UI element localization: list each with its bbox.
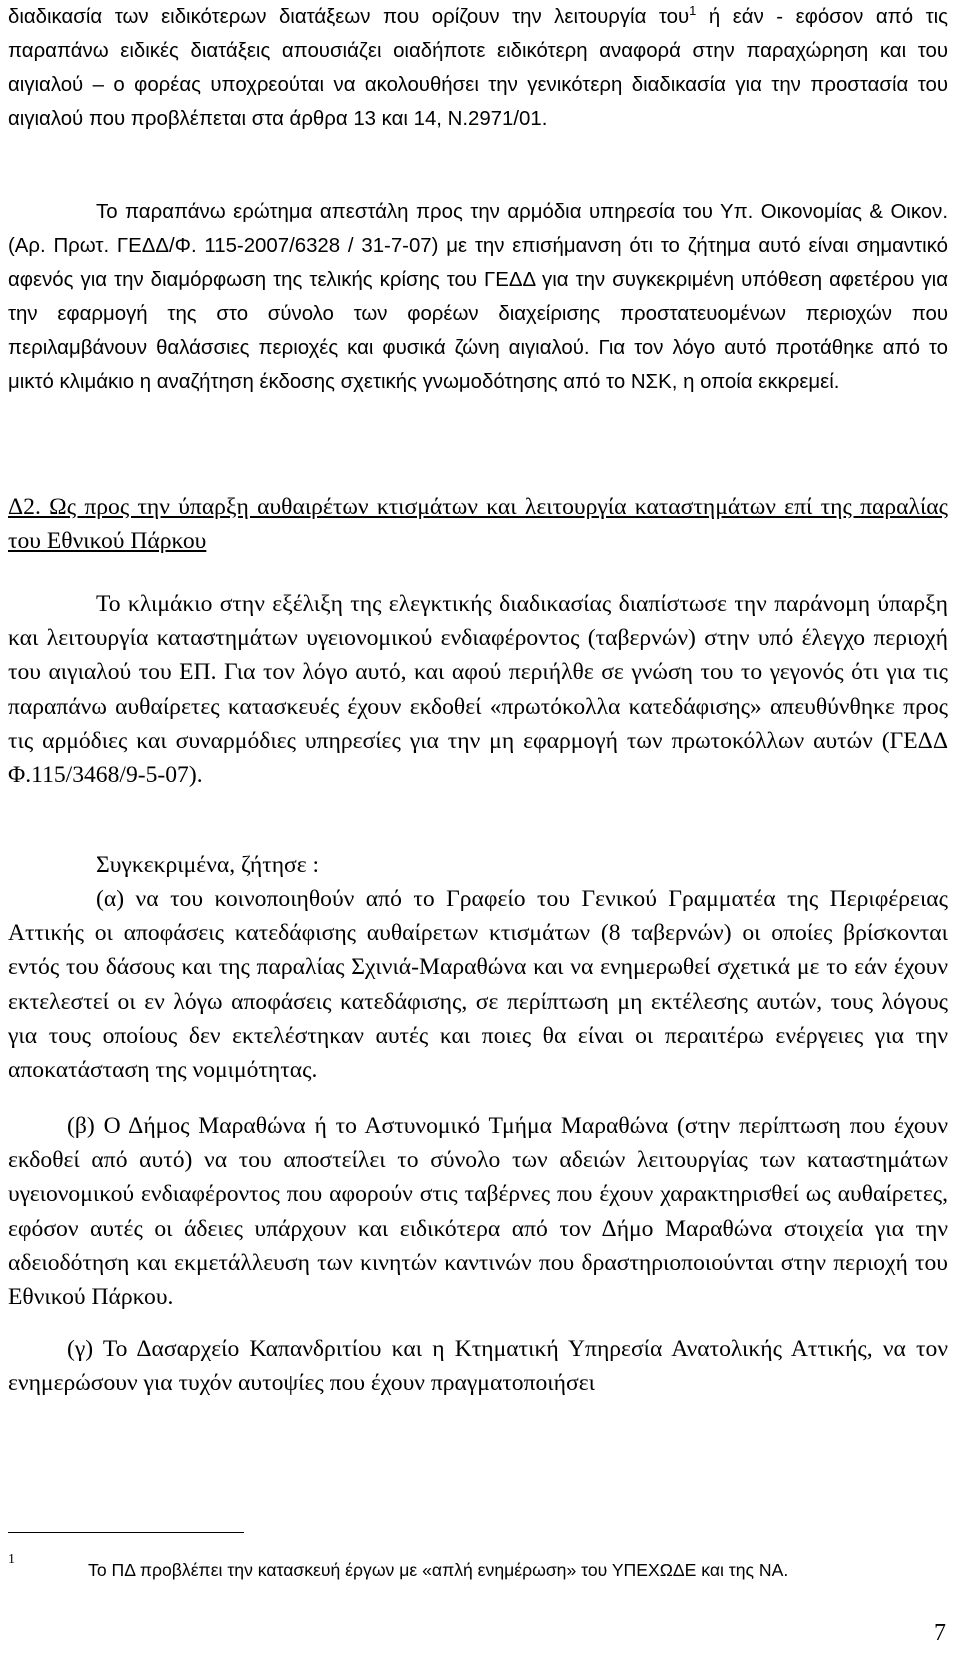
paragraph-text: διαδικασία των ειδικότερων διατάξεων που ορίζουν την λειτουργία του [8, 6, 690, 28]
footnote-text: Το ΠΔ προβλέπει την κατασκευή έργων με «απλή ενημέρωση» του ΥΠΕΧΩΔΕ και της ΝΑ. [88, 1560, 789, 1580]
paragraph-item-c: (γ) Το Δασαρχείο Καπανδριτίου και η Κτηματική Υπηρεσία Ανατολικής Αττικής, να τον ενημερώσουν για τυχόν αυτοψίες που έχουν πραγματοποιήσει [8, 1336, 948, 1397]
paragraph-continuation [8, 0, 948, 136]
paragraph-inquiry: Το παραπάνω ερώτημα απεστάλη προς την αρμόδια υπηρεσία του Υπ. Οικονομίας & Οικον. (Αρ. Πρωτ. ΓΕΔΔ/Φ. 115-2007/6328 / 31-7-07) με την επισήμανση ότι το ζήτημα αυτό είναι σημαντικό αφενός για την διαμόρφωση της τελικής κρίσης του ΓΕΔΔ για την συγκεκριμένη υπόθεση αφετέρου για την εφαρμογή της στο σύνολο των φορέων διαχείρισης προστατευομένων περιοχών που περιλαμβάνουν θαλάσσιες περιοχές και φυσικά ζώνη αιγιαλού. Για τον λόγο αυτό προτάθηκε από το μικτό κλιμάκιο η αναζήτηση έκδοσης σχετικής γνωμοδότησης από το ΝΣΚ, η οποία εκκρεμεί. [8, 201, 948, 393]
paragraph-findings: Το κλιμάκιο στην εξέλιξη της ελεγκτικής διαδικασίας διαπίστωσε την παράνομη ύπαρξη και λειτουργία καταστημάτων υγειονομικού ενδιαφέροντος (ταβερνών) στην υπό έλεγχο περιοχή του αιγιαλού του ΕΠ. Για τον λόγο αυτό, και αφού περιήλθε σε γνώση του το γεγονός ότι για τις παραπάνω αυθαίρετες κατασκευές έχουν εκδοθεί «πρωτόκολλα κατεδάφισης» απευθύνθηκε προς τις αρμόδιες και συναρμόδιες υπηρεσίες για την μη εφαρμογή των πρωτοκόλλων αυτών (ΓΕΔΔ Φ.115/3468/9-5-07). [8, 591, 948, 789]
section-heading-d2: Δ2. Ως προς την ύπαρξη αυθαιρέτων κτισμάτων και λειτουργία καταστημάτων επί της παραλίας του Εθνικού Πάρκου [8, 494, 948, 555]
paragraph-item-b: (β) Ο Δήμος Μαραθώνα ή το Αστυνομικό Τμήμα Μαραθώνα (στην περίπτωση που έχουν εκδοθεί από αυτό) να του αποστείλει το σύνολο των αδειών λειτουργίας των καταστημάτων υγειονομικού ενδιαφέροντος που αφορούν στις ταβέρνες που έχουν χαρακτηρισθεί ως αυθαίρετες, εφόσον αυτές οι άδειες υπάρχουν και ειδικότερα από τον Δήμο Μαραθώνα στοιχεία για την αδειοδότηση και εκμετάλλευση των κινητών καντινών που δραστηριοποιούνται στην περιοχή του Εθνικού Πάρκου. [8, 1113, 948, 1311]
footnote-mark: 1 [8, 1552, 15, 1567]
footnote-divider [8, 1532, 244, 1533]
paragraph-text-after: ή εάν - εφόσον από τις παραπάνω ειδικές διατάξεις απουσιάζει οιαδήποτε ειδικότερη αναφορά στην παραχώρηση και του αιγιαλού – ο φορέας υποχρεούται να ακολουθήσει την γενικότερη διαδικασία για την προστασία του αιγιαλού που προβλέπεται στα άρθρα 13 και 14, Ν.2971/01. [8, 6, 948, 130]
paragraph-specifically: Συγκεκριμένα, ζήτησε : [96, 852, 320, 878]
footnote-reference: 1 [689, 3, 697, 19]
paragraph-item-a: (α) να του κοινοποιηθούν από το Γραφείο του Γενικού Γραμματέα της Περιφέρειας Αττικής οι αποφάσεις κατεδάφισης αυθαίρετων κτισμάτων (8 ταβερνών) οι οποίες βρίσκονται εντός του δάσους και της παραλίας Σχινιά-Μαραθώνα και να ενημερωθεί σχετικά με το εάν έχουν εκτελεστεί οι εν λόγω αποφάσεις κατεδάφισης, σε περίπτωση μη εκτέλεσης αυτών, τους λόγους για τους οποίους δεν εκτελέστηκαν αυτές και ποιες θα είναι οι περαιτέρω ενέργειες για την αποκατάσταση της νομιμότητας. [8, 886, 948, 1084]
page-number: 7 [934, 1620, 946, 1646]
